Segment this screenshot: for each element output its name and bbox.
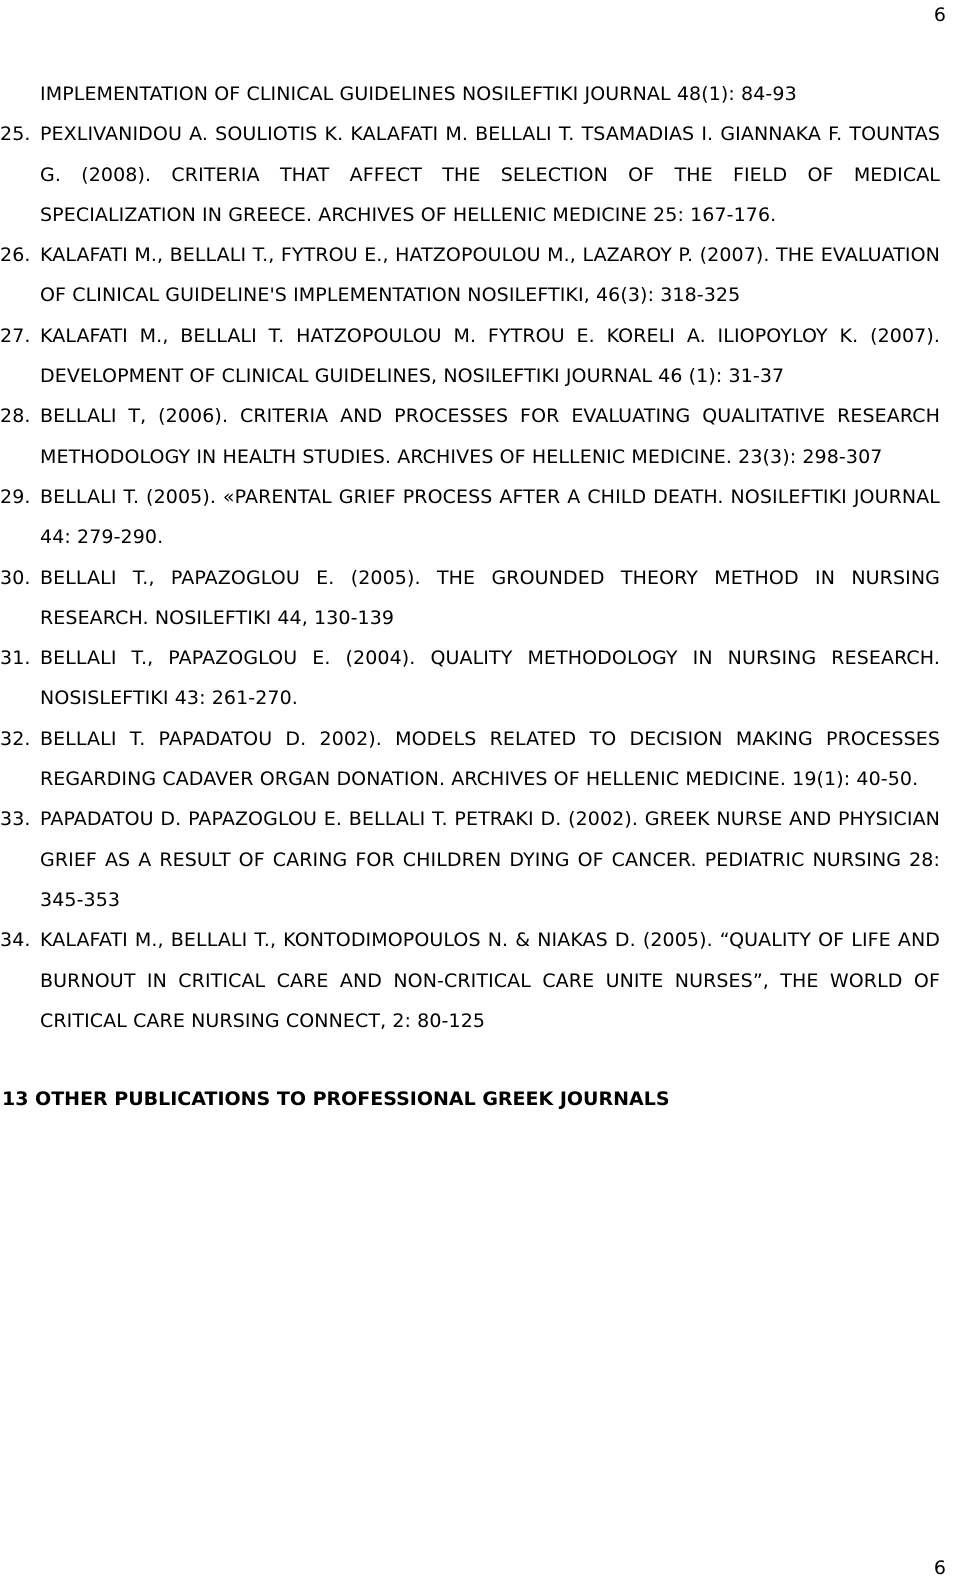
reference-text: PEXLIVANIDOU A. SOULIOTIS K. KALAFATI M. BELLALI T. TSAMADIAS I. GIANNAKA F. TOUNTAS G. (2008). CRITERIA THAT AFFECT THE SELECTION OF THE FIELD OF MEDICAL SPECIALIZATION IN GREECE. ARCHIVES OF HELLENIC MEDICINE 25: 167-176. (40, 123, 940, 226)
reference-number: 30. (0, 566, 31, 589)
reference-number: 34. (0, 929, 31, 952)
page-number-bottom: 6 (933, 1557, 946, 1579)
reference-text: IMPLEMENTATION OF CLINICAL GUIDELINES NOSILEFTIKI JOURNAL 48(1): 84-93 (40, 83, 797, 105)
reference-text: KALAFATI M., BELLALI T., KONTODIMOPOULOS N. & NIAKAS D. (2005). “QUALITY OF LIFE AND BURNOUT IN CRITICAL CARE AND NON-CRITICAL CARE UNITE NURSES”, THE WORLD OF CRITICAL CARE NURSING CONNECT, 2: 80-125 (40, 929, 940, 1032)
reference-text: PAPADATOU D. PAPAZOGLOU E. BELLALI T. PETRAKI D. (2002). GREEK NURSE AND PHYSICIAN GRIEF AS A RESULT OF CARING FOR CHILDREN DYING OF CANCER. PEDIATRIC NURSING 28: 345-353 (40, 808, 940, 911)
reference-text: BELLALI T., PAPAZOGLOU E. (2004). QUALITY METHODOLOGY IN NURSING RESEARCH. NOSISLEFTIKI 43: 261-270. (40, 647, 940, 710)
reference-number: 32. (0, 727, 31, 750)
reference-text: KALAFATI M., BELLALI T. HATZOPOULOU M. FYTROU E. KORELI A. ILIOPOYLOY K. (2007). DEVELOPMENT OF CLINICAL GUIDELINES, NOSILEFTIKI JOURNAL 46 (1): 31-37 (40, 324, 940, 388)
reference-item (0, 235, 960, 316)
reference-number: 29. (0, 485, 31, 508)
reference-text: BELLALI T, (2006). CRITERIA AND PROCESSES FOR EVALUATING QUALITATIVE RESEARCH METHODOLOGY IN HEALTH STUDIES. ARCHIVES OF HELLENIC MEDICINE. 23(3): 298-307 (40, 405, 940, 468)
reference-number: 33. (0, 808, 31, 831)
reference-item (0, 920, 960, 1041)
reference-number: 31. (0, 647, 31, 670)
reference-number: 25. (0, 123, 31, 146)
section-heading: 13 OTHER PUBLICATIONS TO PROFESSIONAL GREEK JOURNALS (2, 1088, 670, 1111)
reference-number: 26. (0, 244, 31, 267)
reference-item (0, 558, 960, 639)
reference-item (0, 316, 960, 397)
page-number-top: 6 (933, 4, 946, 26)
reference-item (0, 719, 960, 800)
reference-item (0, 477, 960, 558)
reference-item (0, 799, 960, 920)
reference-item (0, 74, 960, 114)
reference-item (0, 114, 960, 235)
reference-text: BELLALI T., PAPAZOGLOU E. (2005). THE GROUNDED THEORY METHOD IN NURSING RESEARCH. NOSILEFTIKI 44, 130-139 (40, 566, 940, 629)
reference-text: KALAFATI M., BELLALI T., FYTROU E., HATZOPOULOU M., LAZAROY P. (2007). THE EVALUATION OF CLINICAL GUIDELINE'S IMPLEMENTATION NOSILEFTIKI, 46(3): 318-325 (40, 244, 940, 307)
reference-item (0, 638, 960, 719)
reference-list (0, 74, 960, 1041)
reference-text: BELLALI T. (2005). «PARENTAL GRIEF PROCESS AFTER A CHILD DEATH. NOSILEFTIKI JOURNAL 44: 279-290. (40, 485, 940, 549)
reference-text: BELLALI T. PAPADATOU D. 2002). MODELS RELATED TO DECISION MAKING PROCESSES REGARDING CADAVER ORGAN DONATION. ARCHIVES OF HELLENIC MEDICINE. 19(1): 40-50. (40, 727, 940, 791)
reference-number: 27. (0, 324, 31, 347)
document-body (0, 74, 960, 1119)
reference-item (0, 396, 960, 477)
reference-number: 28. (0, 405, 31, 428)
